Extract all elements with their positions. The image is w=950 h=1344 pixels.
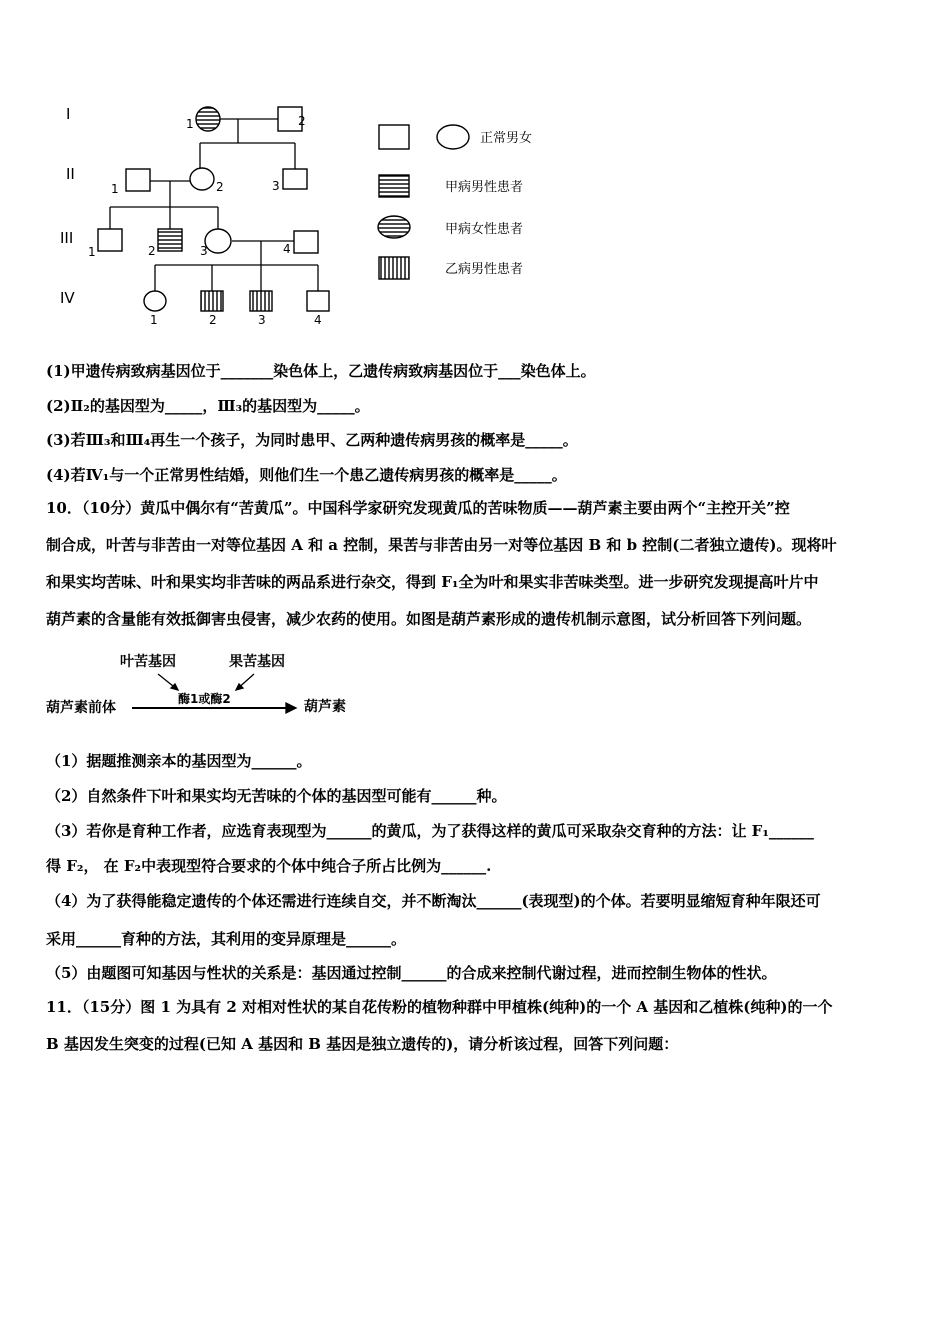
legend-label-a-female: 甲病女性患者 (445, 222, 524, 237)
q10-intro-line-3: 和果实均苦味、叶和果实均非苦味的两品系进行杂交，得到 F₁全为叶和果实非苦味类型。进一步研究发现提高叶片中 (46, 573, 819, 591)
product-label: 葫芦素 (304, 699, 346, 715)
fruit-gene-label: 果苦基因 (229, 654, 285, 670)
legend-label-a-male: 甲病男性患者 (445, 180, 524, 195)
q11-line-1: 11．（15分）图 1 为具有 2 对相对性状的某自花传粉的植物种群中甲植株(纯种)的一个 A 基因和乙植株(纯种)的一个 (46, 998, 833, 1016)
legend-label-normal: 正常男女 (480, 131, 533, 146)
num-III-1: 1 (88, 245, 96, 259)
num-IV-3: 3 (258, 313, 266, 327)
gen-label-II: II (66, 165, 75, 183)
num-II-1: 1 (111, 182, 119, 196)
legend-circle-icon (437, 125, 469, 149)
q10-sub1: （1）据题推测亲本的基因型为______。 (46, 752, 312, 770)
legend-square-icon (379, 125, 409, 149)
q10-sub3-line1: （3）若你是育种工作者，应选育表现型为______的黄瓜，为了获得这样的黄瓜可采取杂交育种的方法：让 F₁______ (46, 822, 814, 840)
q10-sub3-line2: 得 F₂， 在 F₂中表现型符合要求的个体中纯合子所占比例为______. (46, 857, 492, 875)
num-II-3: 3 (272, 179, 280, 193)
q11-line-2: B 基因发生突变的过程(已知 A 基因和 B 基因是独立遗传的)，请分析该过程，回答下列问题： (46, 1035, 679, 1053)
q9-sub4: (4)若Ⅳ₁与一个正常男性结婚，则他们生一个患乙遗传病男孩的概率是_____。 (46, 466, 567, 484)
gene-mechanism-diagram (40, 648, 380, 724)
q9-sub3: (3)若Ⅲ₃和Ⅲ₄再生一个孩子，为同时患甲、乙两种遗传病男孩的概率是_____。 (46, 431, 578, 449)
num-III-3: 3 (200, 244, 208, 258)
q10-intro-line-4: 葫芦素的含量能有效抵御害虫侵害，减少农药的使用。如图是葫芦素形成的遗传机制示意图，试分析回答下列问题。 (46, 610, 812, 628)
q10-intro-line-1: 10．（10分）黄瓜中偶尔有“苦黄瓜”。中国科学家研究发现黄瓜的苦味物质——葫芦素主要由两个“主控开关”控 (46, 499, 790, 517)
q10-sub4-line2: 采用______育种的方法，其利用的变异原理是______。 (46, 930, 407, 948)
leaf-gene-label: 叶苦基因 (120, 654, 176, 670)
num-III-4: 4 (283, 242, 291, 256)
gen-label-IV: IV (60, 289, 75, 307)
enzyme-label: 酶1或酶2 (178, 692, 231, 706)
q10-sub4-line1: （4）为了获得能稳定遗传的个体还需进行连续自交，并不断淘汰______(表现型)的个体。若要明显缩短育种年限还可 (46, 892, 821, 910)
num-I-1: 1 (186, 117, 194, 131)
legend-label-b-male: 乙病男性患者 (445, 262, 524, 277)
q10-sub2: （2）自然条件下叶和果实均无苦味的个体的基因型可能有______种。 (46, 787, 507, 805)
num-IV-2: 2 (209, 313, 217, 327)
num-IV-1: 1 (150, 313, 158, 327)
q9-sub2: (2)Ⅱ₂的基因型为_____，Ⅲ₃的基因型为_____。 (46, 397, 370, 415)
q10-sub5: （5）由题图可知基因与性状的关系是：基因通过控制______的合成来控制代谢过程，进而控制生物体的性状。 (46, 964, 777, 982)
num-III-2: 2 (148, 244, 156, 258)
pedigree-chart (40, 95, 560, 335)
gen-label-I: I (66, 105, 71, 123)
legend-vstripe-square-icon (379, 257, 409, 279)
legend-hstripe-square-icon (379, 175, 409, 197)
q9-sub1: (1)甲遗传病致病基因位于_______染色体上，乙遗传病致病基因位于___染色体上。 (46, 362, 596, 380)
q10-intro-line-2: 制合成，叶苦与非苦由一对等位基因 A 和 a 控制，果苦与非苦由另一对等位基因 B 和 b 控制(二者独立遗传)。现将叶 (46, 536, 837, 554)
legend-hstripe-circle-icon (378, 216, 410, 238)
num-II-2: 2 (216, 180, 224, 194)
precursor-label: 葫芦素前体 (46, 700, 116, 716)
gen-label-III: III (60, 229, 74, 247)
num-I-2: 2 (298, 114, 306, 128)
num-IV-4: 4 (314, 313, 322, 327)
